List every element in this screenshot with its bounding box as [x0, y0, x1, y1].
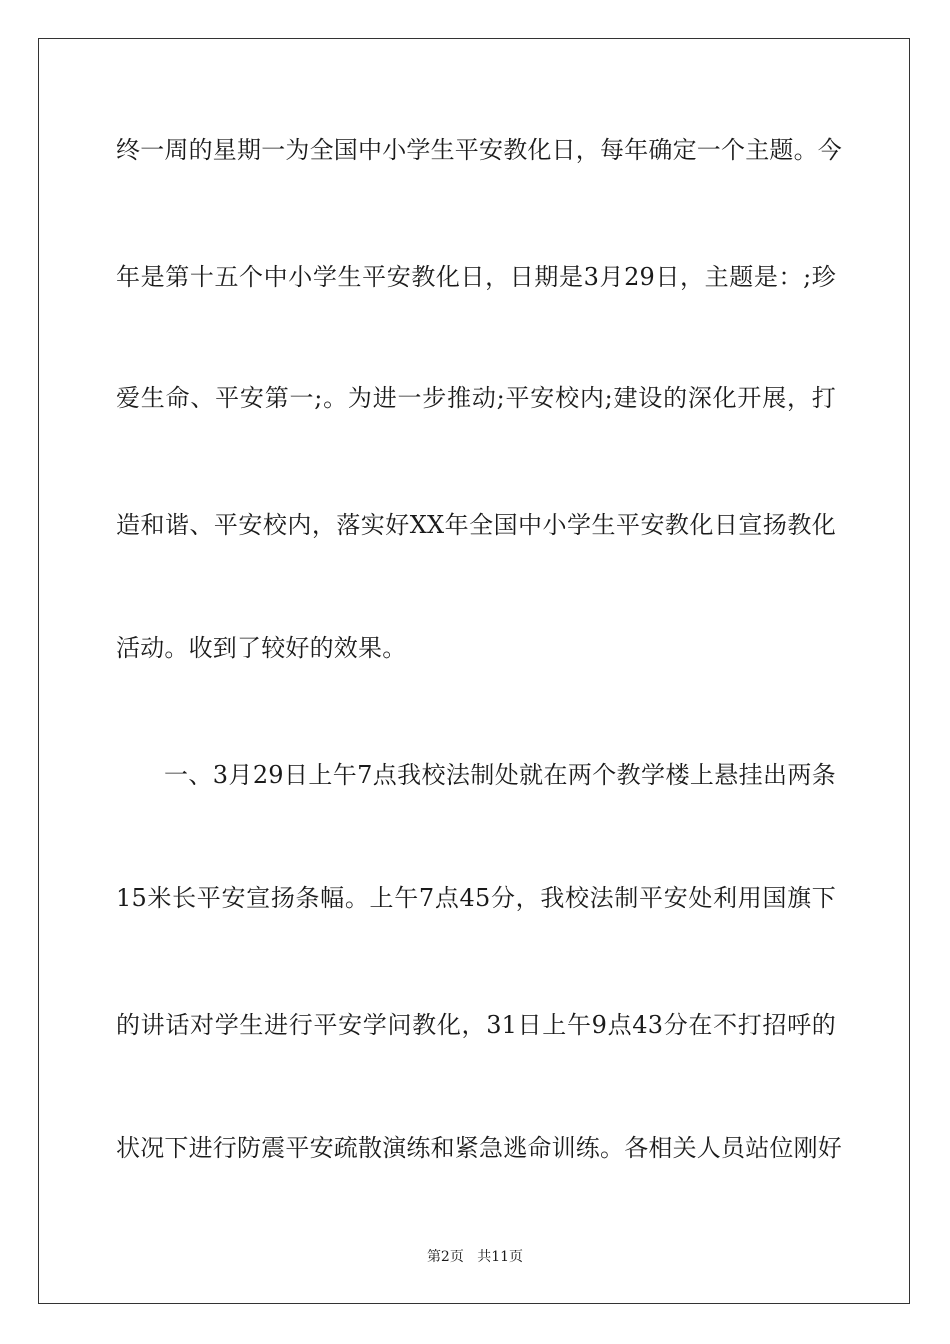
page-total: 共11页: [477, 1249, 524, 1265]
body-text-line-3: 爱生命、平安第一;。为进一步推动;平安校内;建设的深化开展，打: [116, 384, 836, 412]
body-text-line-7: 15米长平安宣扬条幅。上午7点45分，我校法制平安处利用国旗下: [116, 884, 836, 912]
body-text-line-8: 的讲话对学生进行平安学问教化，31日上午9点43分在不打招呼的: [116, 1011, 836, 1039]
body-text-line-5: 活动。收到了较好的效果。: [116, 634, 407, 662]
body-text-line-4: 造和谐、平安校内，落实好XX年全国中小学生平安教化日宣扬教化: [116, 511, 836, 539]
body-text-line-9: 状况下进行防震平安疏散演练和紧急逃命训练。各相关人员站位刚好: [116, 1134, 842, 1162]
page-footer: [0, 1248, 950, 1266]
body-text-line-1: 终一周的星期一为全国中小学生平安教化日，每年确定一个主题。今: [116, 136, 842, 164]
body-text-line-2: 年是第十五个中小学生平安教化日，日期是3月29日，主题是：;珍: [116, 263, 836, 291]
page-number: 第2页: [426, 1249, 464, 1265]
page-border: [38, 38, 910, 1304]
body-text-line-6: 一、3月29日上午7点我校法制处就在两个教学楼上悬挂出两条: [164, 761, 836, 789]
